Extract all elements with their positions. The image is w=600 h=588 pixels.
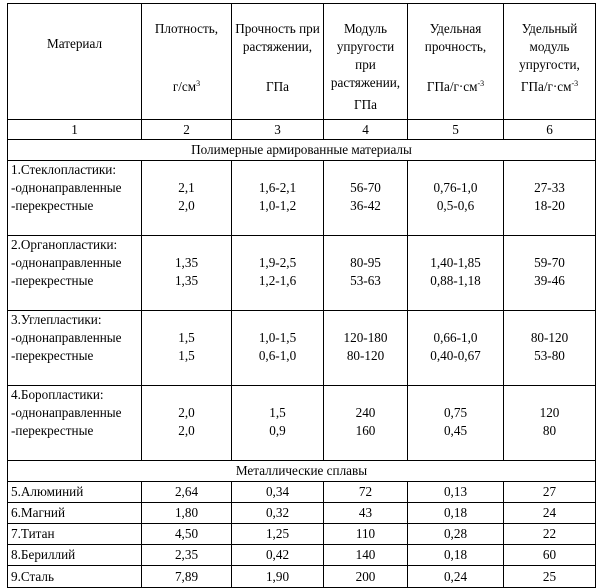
value: 1,25 <box>232 524 324 545</box>
value: 0,34 <box>232 482 324 503</box>
value: 0,6-1,0 <box>258 348 297 363</box>
value-cell <box>142 311 232 386</box>
material-variant-label: -однонаправленные <box>11 255 122 270</box>
column-header-unit <box>235 78 320 96</box>
value: 0,42 <box>232 545 324 566</box>
materials-table <box>7 3 596 588</box>
column-number: 1 <box>8 120 142 140</box>
value: 0,18 <box>408 545 504 566</box>
value: 2,1 <box>178 180 195 195</box>
table-row <box>8 503 596 524</box>
value: 2,0 <box>178 405 195 420</box>
column-number: 2 <box>142 120 232 140</box>
value: 2,0 <box>178 423 195 438</box>
material-group-name-cell <box>8 236 142 311</box>
unit-text: ГПа <box>353 97 377 112</box>
unit-text: ГПа <box>265 79 289 94</box>
value: 120 <box>539 405 560 420</box>
material-name: 7.Титан <box>8 524 142 545</box>
value: 1,80 <box>142 503 232 524</box>
value-cell <box>408 161 504 236</box>
value: 80-120 <box>346 348 385 363</box>
table-row <box>8 524 596 545</box>
material-group-name: 4.Боропластики: <box>11 387 104 402</box>
value: 80 <box>542 423 557 438</box>
unit-text: г/см <box>172 79 197 94</box>
column-header <box>232 4 324 120</box>
column-header-unit <box>145 78 228 96</box>
value: 0,5-0,6 <box>436 198 475 213</box>
column-number: 5 <box>408 120 504 140</box>
value: 39-46 <box>534 273 565 288</box>
table-row <box>8 566 596 588</box>
value: 1,35 <box>174 273 199 288</box>
section-row <box>8 461 596 482</box>
value: 43 <box>324 503 408 524</box>
value: 22 <box>504 524 596 545</box>
value: 2,35 <box>142 545 232 566</box>
unit-text: ГПа/г·см <box>426 79 478 94</box>
value: 53-80 <box>534 348 565 363</box>
column-header-title: Плотность, <box>154 21 219 36</box>
column-number: 4 <box>324 120 408 140</box>
material-group-name-cell <box>8 311 142 386</box>
material-group-row <box>8 386 596 461</box>
material-variant-label: -перекрестные <box>11 423 94 438</box>
value-cell <box>504 386 596 461</box>
value-cell <box>232 386 324 461</box>
value: 56-70 <box>350 180 381 195</box>
value: 80-95 <box>350 255 381 270</box>
column-header-title: Модуль упругости при растяжении, <box>330 21 401 90</box>
value-cell <box>324 311 408 386</box>
column-number: 3 <box>232 120 324 140</box>
section-title: Металлические сплавы <box>8 461 596 482</box>
value-cell <box>142 161 232 236</box>
column-number-row <box>8 120 596 140</box>
value: 0,45 <box>443 423 468 438</box>
value: 24 <box>504 503 596 524</box>
value: 25 <box>504 566 596 588</box>
value: 4,50 <box>142 524 232 545</box>
value: 0,28 <box>408 524 504 545</box>
value: 2,64 <box>142 482 232 503</box>
column-header-title: Удельная прочность, <box>424 21 487 54</box>
value: 200 <box>324 566 408 588</box>
column-header-title: Материал <box>46 35 103 51</box>
unit-superscript: -3 <box>571 79 579 88</box>
column-header <box>8 4 142 120</box>
value: 60 <box>504 545 596 566</box>
value: 0,88-1,18 <box>430 273 481 288</box>
value: 110 <box>324 524 408 545</box>
value: 36-42 <box>350 198 381 213</box>
value: 7,89 <box>142 566 232 588</box>
value-cell <box>232 236 324 311</box>
value-cell <box>142 386 232 461</box>
value: 1,5 <box>178 348 195 363</box>
material-variant-label: -однонаправленные <box>11 405 122 420</box>
value: 1,2-1,6 <box>258 273 297 288</box>
value-cell <box>504 161 596 236</box>
column-header <box>408 4 504 120</box>
table-row <box>8 482 596 503</box>
material-group-name: 3.Углепластики: <box>11 312 102 327</box>
value-cell <box>142 236 232 311</box>
value: 1,5 <box>269 405 286 420</box>
value: 0,18 <box>408 503 504 524</box>
unit-superscript: 3 <box>196 79 201 88</box>
material-name: 9.Сталь <box>8 566 142 588</box>
material-group-name: 2.Органопластики: <box>11 237 118 252</box>
value: 160 <box>355 423 376 438</box>
value-cell <box>324 161 408 236</box>
value: 0,76-1,0 <box>433 180 478 195</box>
unit-superscript: -3 <box>477 79 485 88</box>
value: 1,6-2,1 <box>258 180 297 195</box>
value-cell <box>408 311 504 386</box>
column-header <box>324 4 408 120</box>
column-header <box>142 4 232 120</box>
value: 240 <box>355 405 376 420</box>
column-header <box>504 4 596 120</box>
value-cell <box>324 236 408 311</box>
value-cell <box>232 161 324 236</box>
value: 1,0-1,5 <box>258 330 297 345</box>
table-row <box>8 545 596 566</box>
value: 1,40-1,85 <box>430 255 481 270</box>
material-group-row <box>8 161 596 236</box>
material-name: 5.Алюминий <box>8 482 142 503</box>
value: 1,90 <box>232 566 324 588</box>
unit-text: ГПа/г·см <box>520 79 572 94</box>
value: 1,9-2,5 <box>258 255 297 270</box>
value-cell <box>408 236 504 311</box>
value: 0,40-0,67 <box>430 348 481 363</box>
material-group-row <box>8 311 596 386</box>
value-cell <box>504 311 596 386</box>
column-header-title: Удельный модуль упругости, <box>519 21 580 72</box>
value: 0,66-1,0 <box>433 330 478 345</box>
value: 59-70 <box>534 255 565 270</box>
value: 0,75 <box>443 405 468 420</box>
value: 80-120 <box>530 330 569 345</box>
material-variant-label: -перекрестные <box>11 273 94 288</box>
value: 1,0-1,2 <box>258 198 297 213</box>
value: 53-63 <box>350 273 381 288</box>
material-group-row <box>8 236 596 311</box>
value: 0,13 <box>408 482 504 503</box>
column-number: 6 <box>504 120 596 140</box>
value: 1,35 <box>174 255 199 270</box>
material-variant-label: -однонаправленные <box>11 180 122 195</box>
value: 1,5 <box>178 330 195 345</box>
value: 27 <box>504 482 596 503</box>
value: 18-20 <box>534 198 565 213</box>
material-name: 8.Бериллий <box>8 545 142 566</box>
value: 0,24 <box>408 566 504 588</box>
value: 140 <box>324 545 408 566</box>
value: 72 <box>324 482 408 503</box>
value-cell <box>504 236 596 311</box>
column-header-unit <box>411 78 500 96</box>
section-title: Полимерные армированные материалы <box>8 140 596 161</box>
material-group-name: 1.Стеклопластики: <box>11 162 117 177</box>
header-row <box>8 4 596 120</box>
value: 120-180 <box>343 330 388 345</box>
value-cell <box>324 386 408 461</box>
material-variant-label: -перекрестные <box>11 198 94 213</box>
value-cell <box>408 386 504 461</box>
value: 27-33 <box>534 180 565 195</box>
column-header-unit <box>507 78 592 96</box>
value: 0,32 <box>232 503 324 524</box>
material-variant-label: -однонаправленные <box>11 330 122 345</box>
value: 2,0 <box>178 198 195 213</box>
material-group-name-cell <box>8 161 142 236</box>
column-header-title: Прочность при растяжении, <box>235 21 320 54</box>
material-name: 6.Магний <box>8 503 142 524</box>
materials-table-body <box>8 4 596 588</box>
column-header-unit <box>327 96 404 114</box>
section-row <box>8 140 596 161</box>
material-group-name-cell <box>8 386 142 461</box>
material-variant-label: -перекрестные <box>11 348 94 363</box>
value-cell <box>232 311 324 386</box>
value: 0,9 <box>269 423 286 438</box>
